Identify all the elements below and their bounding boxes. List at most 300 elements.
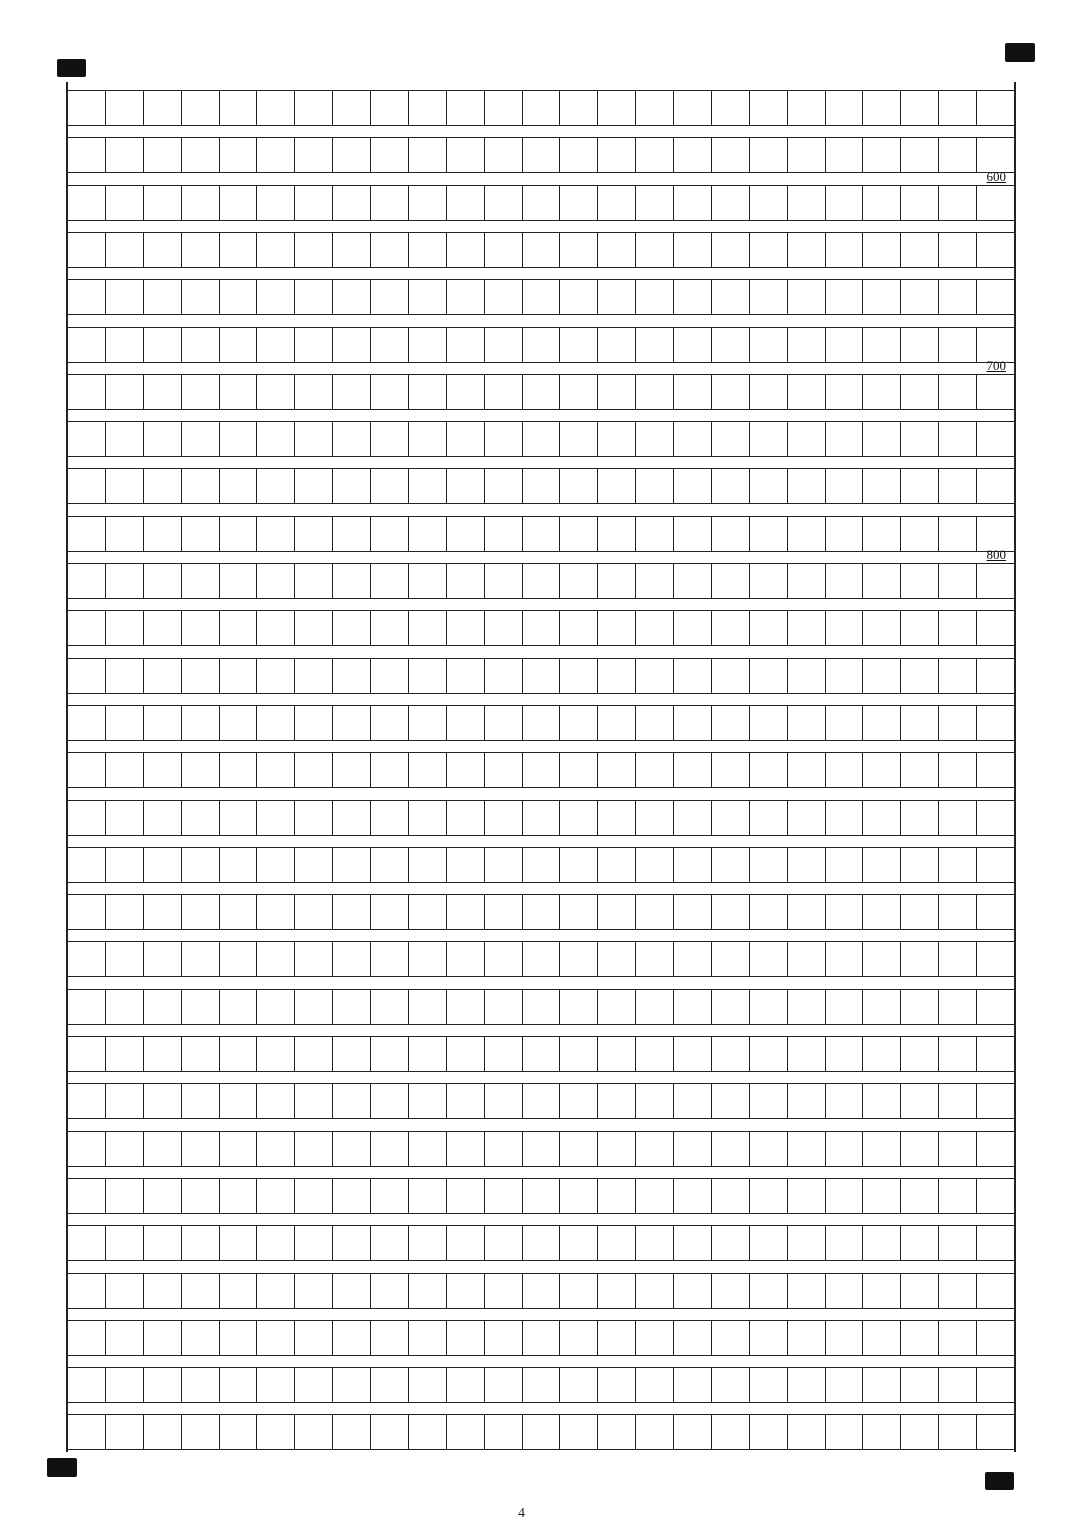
grid-cell[interactable] [106,1037,144,1071]
grid-cell[interactable] [712,801,750,835]
grid-cell[interactable] [636,1037,674,1071]
grid-cell[interactable] [257,375,295,409]
grid-cell[interactable] [863,1132,901,1166]
grid-cell[interactable] [712,1226,750,1260]
grid-cell[interactable] [939,1274,977,1308]
grid-cell[interactable] [712,328,750,362]
grid-cell[interactable] [826,138,864,172]
grid-cell[interactable] [560,1321,598,1355]
grid-cell[interactable] [295,659,333,693]
grid-cell[interactable] [447,233,485,267]
grid-cell[interactable] [750,895,788,929]
grid-cell[interactable] [901,895,939,929]
grid-cell[interactable] [333,233,371,267]
grid-cell[interactable] [333,138,371,172]
grid-cell[interactable] [636,1415,674,1449]
grid-cell[interactable] [523,1179,561,1213]
grid-cell[interactable] [636,942,674,976]
grid-cell[interactable] [485,848,523,882]
grid-cell[interactable] [257,186,295,220]
grid-cell[interactable] [485,138,523,172]
grid-cell[interactable] [750,186,788,220]
grid-cell[interactable] [485,328,523,362]
grid-cell[interactable] [826,1368,864,1402]
grid-cell[interactable] [863,990,901,1024]
grid-cell[interactable] [598,233,636,267]
grid-cell[interactable] [257,233,295,267]
grid-cell[interactable] [636,1321,674,1355]
grid-cell[interactable] [636,706,674,740]
grid-cell[interactable] [106,1368,144,1402]
grid-cell[interactable] [750,1321,788,1355]
grid-cell[interactable] [863,233,901,267]
grid-cell[interactable] [977,942,1014,976]
grid-cell[interactable] [712,564,750,598]
grid-cell[interactable] [636,375,674,409]
grid-cell[interactable] [598,611,636,645]
grid-cell[interactable] [939,942,977,976]
grid-cell[interactable] [560,517,598,551]
grid-cell[interactable] [485,1368,523,1402]
grid-cell[interactable] [712,422,750,456]
grid-cell[interactable] [333,469,371,503]
grid-cell[interactable] [560,233,598,267]
grid-cell[interactable] [863,1037,901,1071]
grid-cell[interactable] [674,375,712,409]
grid-cell[interactable] [750,848,788,882]
grid-cell[interactable] [409,138,447,172]
grid-cell[interactable] [863,1415,901,1449]
grid-cell[interactable] [977,186,1014,220]
grid-cell[interactable] [447,753,485,787]
grid-cell[interactable] [750,1415,788,1449]
grid-cell[interactable] [182,1084,220,1118]
grid-cell[interactable] [182,138,220,172]
grid-cell[interactable] [598,422,636,456]
grid-cell[interactable] [485,1084,523,1118]
grid-cell[interactable] [560,753,598,787]
grid-cell[interactable] [939,422,977,456]
grid-cell[interactable] [788,659,826,693]
grid-cell[interactable] [333,611,371,645]
grid-cell[interactable] [636,1368,674,1402]
grid-cell[interactable] [257,1321,295,1355]
grid-cell[interactable] [560,186,598,220]
grid-cell[interactable] [371,422,409,456]
grid-cell[interactable] [712,1084,750,1118]
grid-cell[interactable] [447,1274,485,1308]
grid-cell[interactable] [144,91,182,125]
grid-cell[interactable] [788,801,826,835]
grid-cell[interactable] [485,564,523,598]
grid-cell[interactable] [788,1226,826,1260]
grid-cell[interactable] [409,848,447,882]
grid-cell[interactable] [674,1132,712,1166]
grid-cell[interactable] [977,375,1014,409]
grid-cell[interactable] [901,1274,939,1308]
grid-cell[interactable] [295,138,333,172]
grid-cell[interactable] [144,990,182,1024]
grid-cell[interactable] [257,1415,295,1449]
grid-cell[interactable] [939,469,977,503]
grid-cell[interactable] [560,942,598,976]
grid-cell[interactable] [598,1132,636,1166]
grid-cell[interactable] [371,1368,409,1402]
grid-cell[interactable] [371,611,409,645]
grid-cell[interactable] [220,753,258,787]
grid-cell[interactable] [447,706,485,740]
grid-cell[interactable] [447,1084,485,1118]
grid-cell[interactable] [977,1368,1014,1402]
grid-cell[interactable] [68,91,106,125]
grid-cell[interactable] [901,1321,939,1355]
grid-cell[interactable] [560,1084,598,1118]
grid-cell[interactable] [750,1037,788,1071]
grid-cell[interactable] [295,753,333,787]
grid-cell[interactable] [371,564,409,598]
grid-cell[interactable] [106,706,144,740]
grid-cell[interactable] [977,1132,1014,1166]
grid-cell[interactable] [523,469,561,503]
grid-cell[interactable] [674,942,712,976]
grid-cell[interactable] [257,611,295,645]
grid-cell[interactable] [106,1226,144,1260]
grid-cell[interactable] [182,328,220,362]
grid-cell[interactable] [712,469,750,503]
grid-cell[interactable] [144,942,182,976]
grid-cell[interactable] [68,1226,106,1260]
grid-cell[interactable] [295,895,333,929]
grid-cell[interactable] [826,659,864,693]
grid-cell[interactable] [788,706,826,740]
grid-cell[interactable] [257,564,295,598]
grid-cell[interactable] [295,233,333,267]
grid-cell[interactable] [447,469,485,503]
grid-cell[interactable] [598,1274,636,1308]
grid-cell[interactable] [333,1179,371,1213]
grid-cell[interactable] [485,753,523,787]
grid-cell[interactable] [257,1274,295,1308]
grid-cell[interactable] [826,706,864,740]
grid-cell[interactable] [977,138,1014,172]
grid-cell[interactable] [144,1132,182,1166]
grid-cell[interactable] [220,280,258,314]
grid-cell[interactable] [68,942,106,976]
grid-cell[interactable] [220,138,258,172]
grid-cell[interactable] [750,706,788,740]
grid-cell[interactable] [295,422,333,456]
grid-cell[interactable] [220,990,258,1024]
grid-cell[interactable] [220,186,258,220]
grid-cell[interactable] [68,990,106,1024]
grid-cell[interactable] [220,328,258,362]
grid-cell[interactable] [863,1321,901,1355]
grid-cell[interactable] [144,328,182,362]
grid-cell[interactable] [788,1179,826,1213]
grid-cell[interactable] [901,422,939,456]
grid-cell[interactable] [939,1132,977,1166]
grid-cell[interactable] [295,611,333,645]
grid-cell[interactable] [447,1226,485,1260]
grid-cell[interactable] [674,564,712,598]
grid-cell[interactable] [750,138,788,172]
grid-cell[interactable] [750,517,788,551]
grid-cell[interactable] [409,1084,447,1118]
grid-cell[interactable] [333,990,371,1024]
grid-cell[interactable] [939,564,977,598]
grid-cell[interactable] [939,990,977,1024]
grid-cell[interactable] [144,611,182,645]
grid-cell[interactable] [636,1226,674,1260]
grid-cell[interactable] [257,422,295,456]
grid-cell[interactable] [863,186,901,220]
grid-cell[interactable] [598,91,636,125]
grid-cell[interactable] [788,186,826,220]
grid-cell[interactable] [447,1037,485,1071]
grid-cell[interactable] [409,1321,447,1355]
grid-cell[interactable] [257,706,295,740]
grid-cell[interactable] [712,990,750,1024]
grid-cell[interactable] [182,801,220,835]
grid-cell[interactable] [788,848,826,882]
grid-cell[interactable] [560,375,598,409]
grid-cell[interactable] [295,564,333,598]
grid-cell[interactable] [182,942,220,976]
grid-cell[interactable] [220,848,258,882]
grid-cell[interactable] [144,753,182,787]
grid-cell[interactable] [788,564,826,598]
grid-cell[interactable] [371,801,409,835]
grid-cell[interactable] [901,801,939,835]
grid-cell[interactable] [182,659,220,693]
grid-cell[interactable] [485,611,523,645]
grid-cell[interactable] [485,469,523,503]
grid-cell[interactable] [182,990,220,1024]
grid-cell[interactable] [106,1415,144,1449]
grid-cell[interactable] [901,564,939,598]
grid-cell[interactable] [977,1226,1014,1260]
grid-cell[interactable] [788,611,826,645]
grid-cell[interactable] [901,1368,939,1402]
grid-cell[interactable] [901,848,939,882]
grid-cell[interactable] [598,1226,636,1260]
grid-cell[interactable] [409,517,447,551]
grid-cell[interactable] [447,1368,485,1402]
grid-cell[interactable] [409,328,447,362]
grid-cell[interactable] [257,1226,295,1260]
grid-cell[interactable] [523,942,561,976]
grid-cell[interactable] [598,517,636,551]
grid-cell[interactable] [826,186,864,220]
grid-cell[interactable] [863,469,901,503]
grid-cell[interactable] [523,186,561,220]
grid-cell[interactable] [220,801,258,835]
grid-cell[interactable] [863,1179,901,1213]
grid-cell[interactable] [409,1274,447,1308]
grid-cell[interactable] [560,280,598,314]
grid-cell[interactable] [977,328,1014,362]
grid-cell[interactable] [674,1084,712,1118]
grid-cell[interactable] [409,1179,447,1213]
grid-cell[interactable] [333,1368,371,1402]
grid-cell[interactable] [409,1415,447,1449]
grid-cell[interactable] [523,280,561,314]
grid-cell[interactable] [598,848,636,882]
grid-cell[interactable] [712,895,750,929]
grid-cell[interactable] [333,1274,371,1308]
grid-cell[interactable] [636,91,674,125]
grid-cell[interactable] [901,469,939,503]
grid-cell[interactable] [220,1084,258,1118]
grid-cell[interactable] [788,1368,826,1402]
grid-cell[interactable] [409,1226,447,1260]
grid-cell[interactable] [68,1368,106,1402]
grid-cell[interactable] [560,895,598,929]
grid-cell[interactable] [144,1368,182,1402]
grid-cell[interactable] [977,1415,1014,1449]
grid-cell[interactable] [598,1415,636,1449]
grid-cell[interactable] [826,469,864,503]
grid-cell[interactable] [788,280,826,314]
grid-cell[interactable] [106,1179,144,1213]
grid-cell[interactable] [68,1415,106,1449]
grid-cell[interactable] [523,1368,561,1402]
grid-cell[interactable] [977,1274,1014,1308]
grid-cell[interactable] [901,659,939,693]
grid-cell[interactable] [485,1179,523,1213]
grid-cell[interactable] [447,1321,485,1355]
grid-cell[interactable] [106,564,144,598]
grid-cell[interactable] [371,186,409,220]
grid-cell[interactable] [788,1084,826,1118]
grid-cell[interactable] [333,1037,371,1071]
grid-cell[interactable] [977,1321,1014,1355]
grid-cell[interactable] [636,895,674,929]
grid-cell[interactable] [333,753,371,787]
grid-cell[interactable] [220,1132,258,1166]
grid-cell[interactable] [409,990,447,1024]
grid-cell[interactable] [409,91,447,125]
grid-cell[interactable] [788,469,826,503]
grid-cell[interactable] [939,138,977,172]
grid-cell[interactable] [750,1132,788,1166]
grid-cell[interactable] [560,659,598,693]
grid-cell[interactable] [447,611,485,645]
grid-cell[interactable] [447,328,485,362]
grid-cell[interactable] [220,1321,258,1355]
grid-cell[interactable] [977,1084,1014,1118]
grid-cell[interactable] [826,990,864,1024]
grid-cell[interactable] [68,469,106,503]
grid-cell[interactable] [674,990,712,1024]
grid-cell[interactable] [826,848,864,882]
grid-cell[interactable] [523,706,561,740]
grid-cell[interactable] [636,990,674,1024]
grid-cell[interactable] [523,848,561,882]
grid-cell[interactable] [750,753,788,787]
grid-cell[interactable] [371,1084,409,1118]
grid-cell[interactable] [106,186,144,220]
grid-cell[interactable] [826,1084,864,1118]
grid-cell[interactable] [295,469,333,503]
grid-cell[interactable] [447,895,485,929]
grid-cell[interactable] [182,1132,220,1166]
grid-cell[interactable] [447,659,485,693]
grid-cell[interactable] [371,659,409,693]
grid-cell[interactable] [826,280,864,314]
grid-cell[interactable] [523,91,561,125]
grid-cell[interactable] [371,233,409,267]
grid-cell[interactable] [68,186,106,220]
grid-cell[interactable] [220,659,258,693]
grid-cell[interactable] [333,1132,371,1166]
grid-cell[interactable] [295,706,333,740]
grid-cell[interactable] [485,233,523,267]
grid-cell[interactable] [371,1226,409,1260]
grid-cell[interactable] [560,1179,598,1213]
grid-cell[interactable] [788,895,826,929]
grid-cell[interactable] [750,469,788,503]
grid-cell[interactable] [485,895,523,929]
grid-cell[interactable] [295,1179,333,1213]
grid-cell[interactable] [182,706,220,740]
grid-cell[interactable] [333,564,371,598]
grid-cell[interactable] [182,564,220,598]
grid-cell[interactable] [523,517,561,551]
grid-cell[interactable] [485,91,523,125]
grid-cell[interactable] [371,375,409,409]
grid-cell[interactable] [333,422,371,456]
grid-cell[interactable] [182,611,220,645]
grid-cell[interactable] [636,517,674,551]
grid-cell[interactable] [788,233,826,267]
grid-cell[interactable] [523,564,561,598]
grid-cell[interactable] [409,1037,447,1071]
grid-cell[interactable] [295,1037,333,1071]
grid-cell[interactable] [598,942,636,976]
grid-cell[interactable] [523,1321,561,1355]
grid-cell[interactable] [295,1084,333,1118]
grid-cell[interactable] [750,1368,788,1402]
grid-cell[interactable] [560,138,598,172]
grid-cell[interactable] [68,1084,106,1118]
grid-cell[interactable] [750,1226,788,1260]
grid-cell[interactable] [68,280,106,314]
grid-cell[interactable] [447,801,485,835]
grid-cell[interactable] [447,1179,485,1213]
grid-cell[interactable] [485,1132,523,1166]
grid-cell[interactable] [636,186,674,220]
grid-cell[interactable] [863,91,901,125]
grid-cell[interactable] [939,895,977,929]
grid-cell[interactable] [674,138,712,172]
grid-cell[interactable] [901,706,939,740]
grid-cell[interactable] [674,706,712,740]
grid-cell[interactable] [863,753,901,787]
grid-cell[interactable] [788,138,826,172]
grid-cell[interactable] [371,280,409,314]
grid-cell[interactable] [295,801,333,835]
grid-cell[interactable] [939,91,977,125]
grid-cell[interactable] [485,1321,523,1355]
grid-cell[interactable] [257,753,295,787]
grid-cell[interactable] [144,375,182,409]
grid-cell[interactable] [560,422,598,456]
grid-cell[interactable] [523,1274,561,1308]
grid-cell[interactable] [144,280,182,314]
grid-cell[interactable] [144,848,182,882]
grid-cell[interactable] [560,328,598,362]
